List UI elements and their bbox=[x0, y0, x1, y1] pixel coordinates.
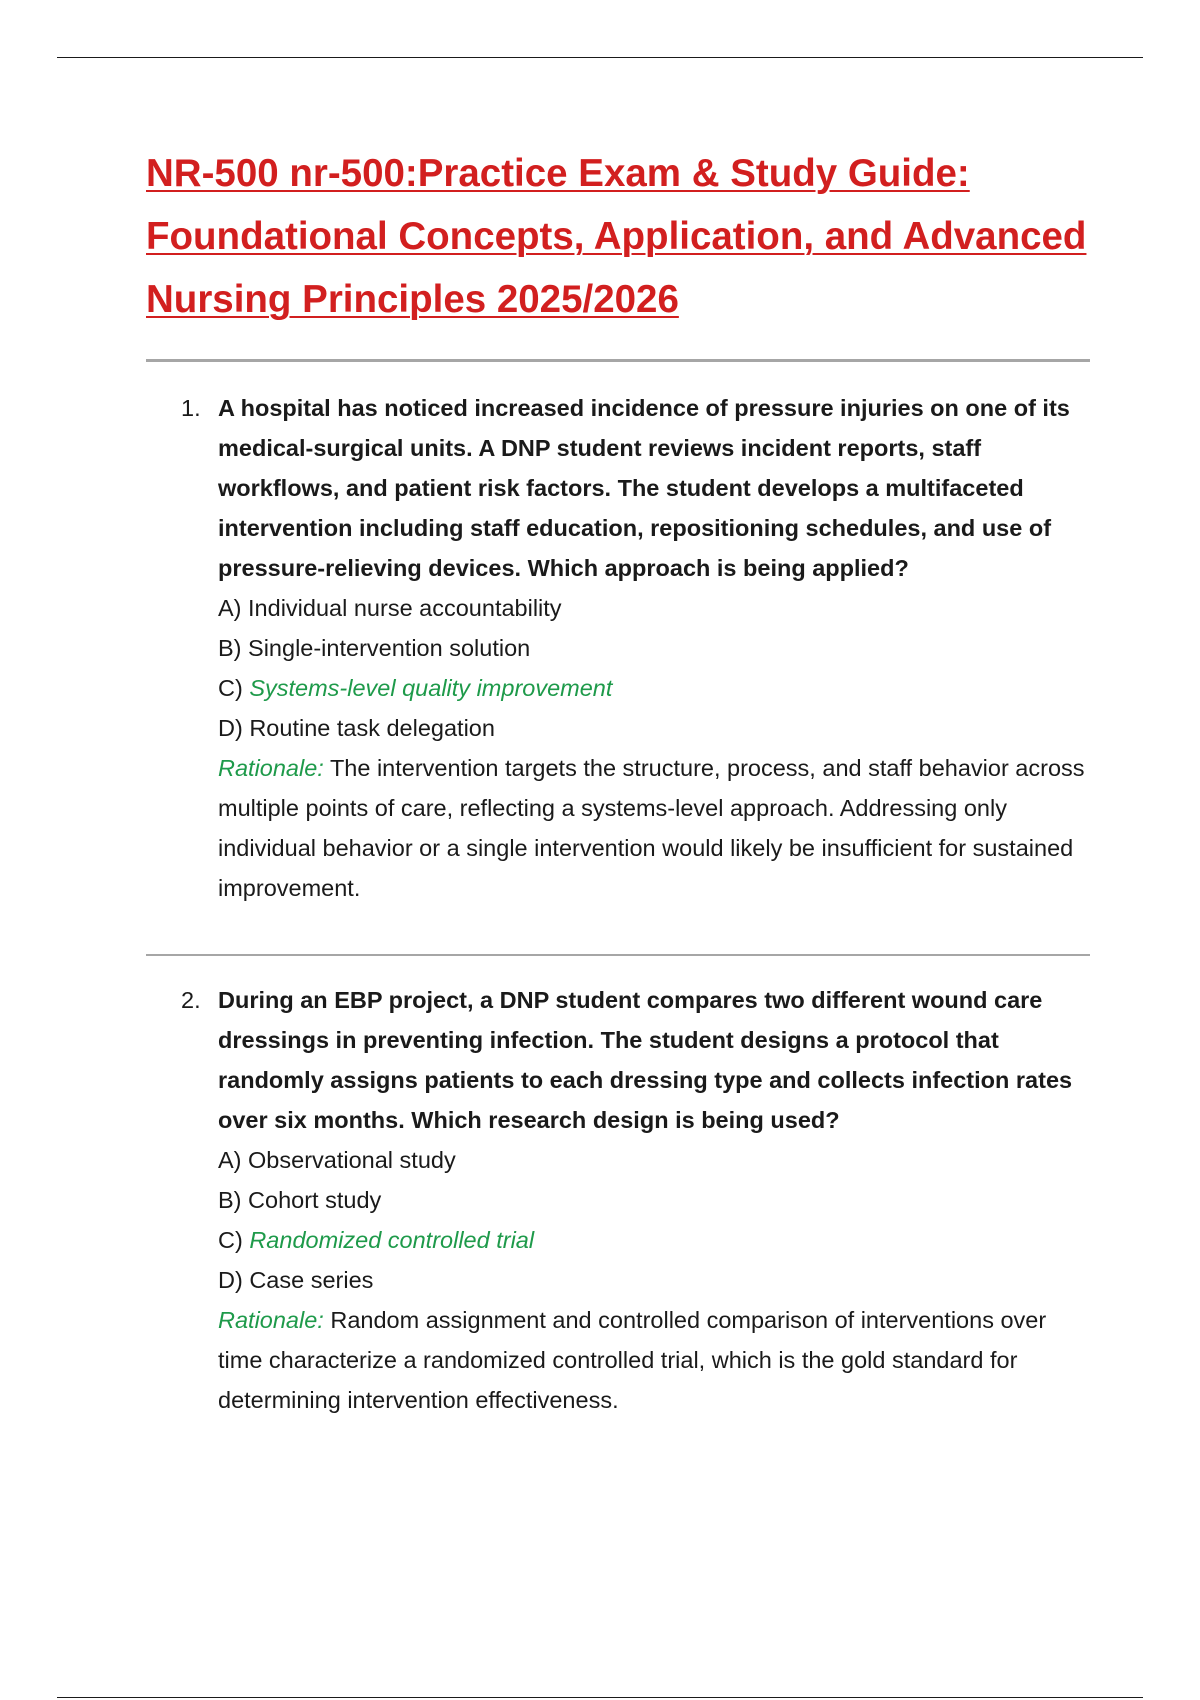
question-number: 1. bbox=[181, 395, 201, 421]
question-2 bbox=[146, 980, 1090, 1420]
question-separator bbox=[146, 954, 1090, 956]
option-text: Routine task delegation bbox=[249, 715, 495, 741]
question-stem: A hospital has noticed increased incidence of pressure injuries on one of its medical-surgical units. A DNP student reviews incident reports, staff workflows, and patient risk factors. The student develops a multifaceted intervention including staff education, repositioning schedules, and use of pressure-relieving devices. Which approach is being applied? bbox=[218, 395, 1070, 581]
option-letter: A) bbox=[218, 1147, 242, 1173]
page-bottom-rule bbox=[57, 1697, 1143, 1698]
title-separator bbox=[146, 359, 1090, 362]
option-text: Case series bbox=[249, 1267, 374, 1293]
option-letter: C) bbox=[218, 1227, 243, 1253]
option-text: Observational study bbox=[248, 1147, 456, 1173]
option-letter: D) bbox=[218, 1267, 243, 1293]
rationale-text: Random assignment and controlled comparison of interventions over time characterize a randomized controlled trial, which is the gold standard for determining intervention effectiveness. bbox=[218, 1307, 1047, 1413]
option-text: Cohort study bbox=[248, 1187, 382, 1213]
page-top-rule bbox=[57, 57, 1143, 58]
option-c-correct bbox=[218, 1220, 1090, 1260]
option-text: Single-intervention solution bbox=[248, 635, 531, 661]
option-d bbox=[218, 708, 1090, 748]
question-1 bbox=[146, 388, 1090, 908]
question-stem: During an EBP project, a DNP student compares two different wound care dressings in preventing infection. The student designs a protocol that randomly assigns patients to each dressing type and collects infection rates over six months. Which research design is being used? bbox=[218, 987, 1073, 1133]
option-d bbox=[218, 1260, 1090, 1300]
option-text: Individual nurse accountability bbox=[248, 595, 562, 621]
option-a bbox=[218, 588, 1090, 628]
rationale-text: The intervention targets the structure, process, and staff behavior across multiple points of care, reflecting a systems-level approach. Addressing only individual behavior or a single intervention would likely be insufficient for sustained improvement. bbox=[218, 755, 1085, 901]
document-title: NR-500 nr-500:Practice Exam & Study Guide: Foundational Concepts, Application, and Advanced Nursing Principles 2025/2026 bbox=[146, 152, 1087, 321]
option-letter: A) bbox=[218, 595, 242, 621]
correct-answer-text: Systems-level quality improvement bbox=[249, 675, 613, 701]
option-a bbox=[218, 1140, 1090, 1180]
option-b bbox=[218, 1180, 1090, 1220]
rationale bbox=[218, 748, 1090, 908]
option-letter: C) bbox=[218, 675, 243, 701]
option-b bbox=[218, 628, 1090, 668]
correct-answer-text: Randomized controlled trial bbox=[249, 1227, 535, 1253]
option-letter: B) bbox=[218, 635, 242, 661]
rationale-label: Rationale: bbox=[218, 1307, 324, 1333]
question-number: 2. bbox=[181, 987, 201, 1013]
option-letter: B) bbox=[218, 1187, 242, 1213]
rationale-label: Rationale: bbox=[218, 755, 324, 781]
rationale bbox=[218, 1300, 1090, 1420]
option-c-correct bbox=[218, 668, 1090, 708]
option-letter: D) bbox=[218, 715, 243, 741]
